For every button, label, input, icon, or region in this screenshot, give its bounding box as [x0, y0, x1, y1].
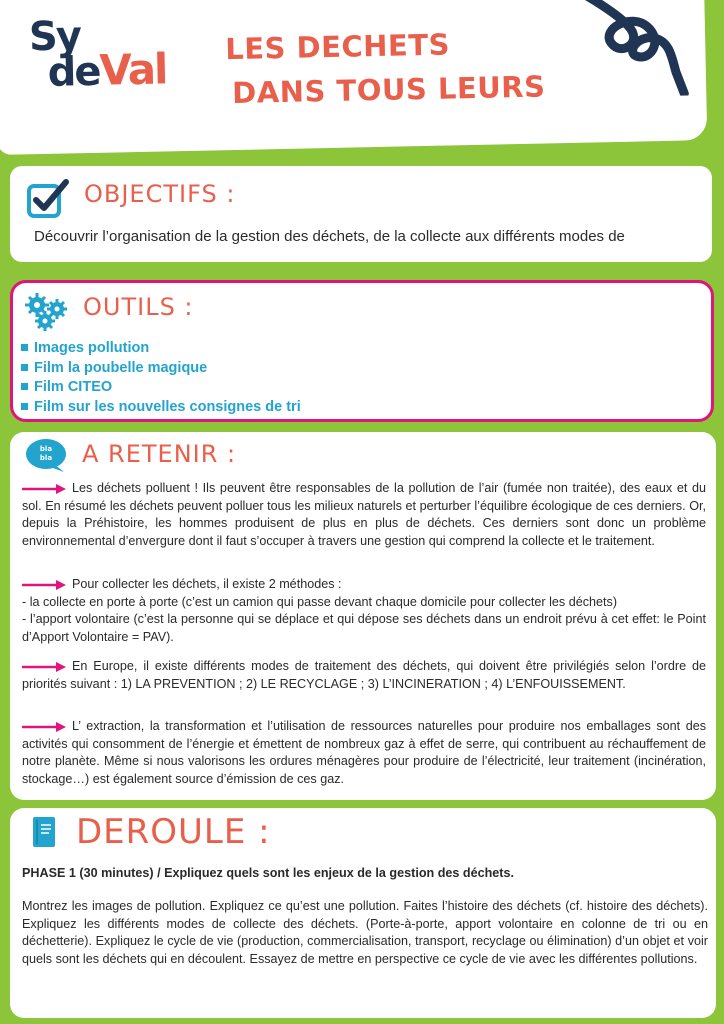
arrow-right-icon: [22, 662, 66, 672]
outils-section: [10, 280, 714, 422]
swirl-decoration-icon: [550, 0, 692, 98]
logo-part-val: Val: [98, 44, 167, 95]
objectifs-text: Découvrir l’organisation de la gestion des déchets, de la collecte aux différents modes de: [34, 228, 625, 245]
retenir-heading: A RETENIR :: [82, 440, 237, 468]
outils-list: [21, 339, 301, 417]
retenir-p2-line1: - la collecte en porte à porte (c’est un camion qui passe devant chaque domicile pour collecter les déchets): [22, 594, 618, 609]
header-banner: [0, 0, 707, 155]
svg-text:bla: bla: [39, 454, 53, 462]
retenir-p4-text: L’ extraction, la transformation et l’utilisation de ressources naturelles pour produire nos emballages sont des activités qui consomment de l’énergie et émettent de nombreux gaz à effet de serre, qui contribuent au réchauffement de notre planète. Même si nous valorisons les ordures ménagères pour produire de l’électricité, leur traitement (incinération, stockage…) est également source d’émission de ces gaz.: [22, 719, 706, 786]
title-line-2: DANS TOUS LEURS: [231, 69, 546, 111]
phase-1-title: PHASE 1 (30 minutes) / Expliquez quels sont les enjeux de la gestion des déchets.: [22, 866, 514, 880]
retenir-paragraph-1: [22, 480, 706, 550]
retenir-paragraph-4: [22, 718, 706, 788]
logo-part-de: de: [47, 48, 100, 96]
outil-item-film-consignes: Film sur les nouvelles consignes de tri: [21, 398, 301, 418]
title-line-1: LES DECHETS: [224, 27, 451, 67]
retenir-p2-line2: - l’apport volontaire (c’est la personne qui se déplace et qui dépose ses déchets dans un endroit prévu à cet effet: le Point d’Apport Volontaire = PAV).: [22, 612, 706, 644]
sydeval-logo: [28, 13, 167, 96]
arrow-right-icon: [22, 722, 66, 732]
arrow-right-icon: [22, 484, 66, 494]
retenir-paragraph-3: [22, 658, 706, 693]
objectifs-heading: OBJECTIFS :: [84, 180, 236, 208]
deroule-heading: DEROULE :: [76, 812, 271, 852]
retenir-p1-text: Les déchets polluent ! Ils peuvent être responsables de la pollution de l’air (fumée non traitée), des eaux et du sol. En résumé les déchets peuvent polluer tous les milieux naturels et perturber l’équilibre écologique de ces derniers. Or, depuis la Préhistoire, les hommes produisent de plus en plus de déchets. Ces derniers sont donc un problème environnemental d’envergure dont il faut s’occuper à travers une gestion qui comprend la collecte et le traitement.: [22, 481, 706, 548]
logo-part-sy: Sy: [28, 13, 81, 61]
phase-1-text: Montrez les images de pollution. Expliquez ce qu’est une pollution. Faites l’histoire des déchets (cf. histoire des déchets). Expliquez les différents modes de collecte des déchets. (Porte-à-porte, apport volontaire en colonne de tri ou en déchetterie). Expliquez le cycle de vie (production, commercialisation, transport, recyclage ou élimination) d’un objet et voir quels sont les déchets qui en découlent. Essayez de mettre en perspective ce cycle de vie avec les différentes pollutions.: [22, 899, 708, 966]
page-title: [225, 20, 546, 115]
deroule-section: [10, 808, 716, 1018]
outils-heading: OUTILS :: [83, 293, 194, 321]
speech-bubble-icon: [24, 438, 74, 474]
arrow-right-icon: [22, 580, 66, 590]
gears-icon: [23, 291, 81, 331]
retenir-p2-intro: Pour collecter les déchets, il existe 2 méthodes :: [72, 577, 342, 591]
outil-item-film-poubelle: Film la poubelle magique: [21, 359, 301, 379]
checkbox-icon: [26, 178, 72, 220]
outil-item-film-citeo: Film CITEO: [21, 378, 301, 398]
svg-text:bla: bla: [39, 445, 53, 453]
objectifs-section: [10, 166, 712, 262]
retenir-section: [10, 432, 716, 800]
retenir-p3-text: En Europe, il existe différents modes de traitement des déchets, qui doivent être privilégiés selon l’ordre de priorités suivant : 1) LA PREVENTION ; 2) LE RECYCLAGE ; 3) L’INCINERATION ; 4) L’ENFOUISSEMENT.: [22, 659, 706, 691]
book-icon: [32, 816, 58, 850]
outil-item-images: Images pollution: [21, 339, 301, 359]
retenir-paragraph-2: [22, 576, 706, 646]
